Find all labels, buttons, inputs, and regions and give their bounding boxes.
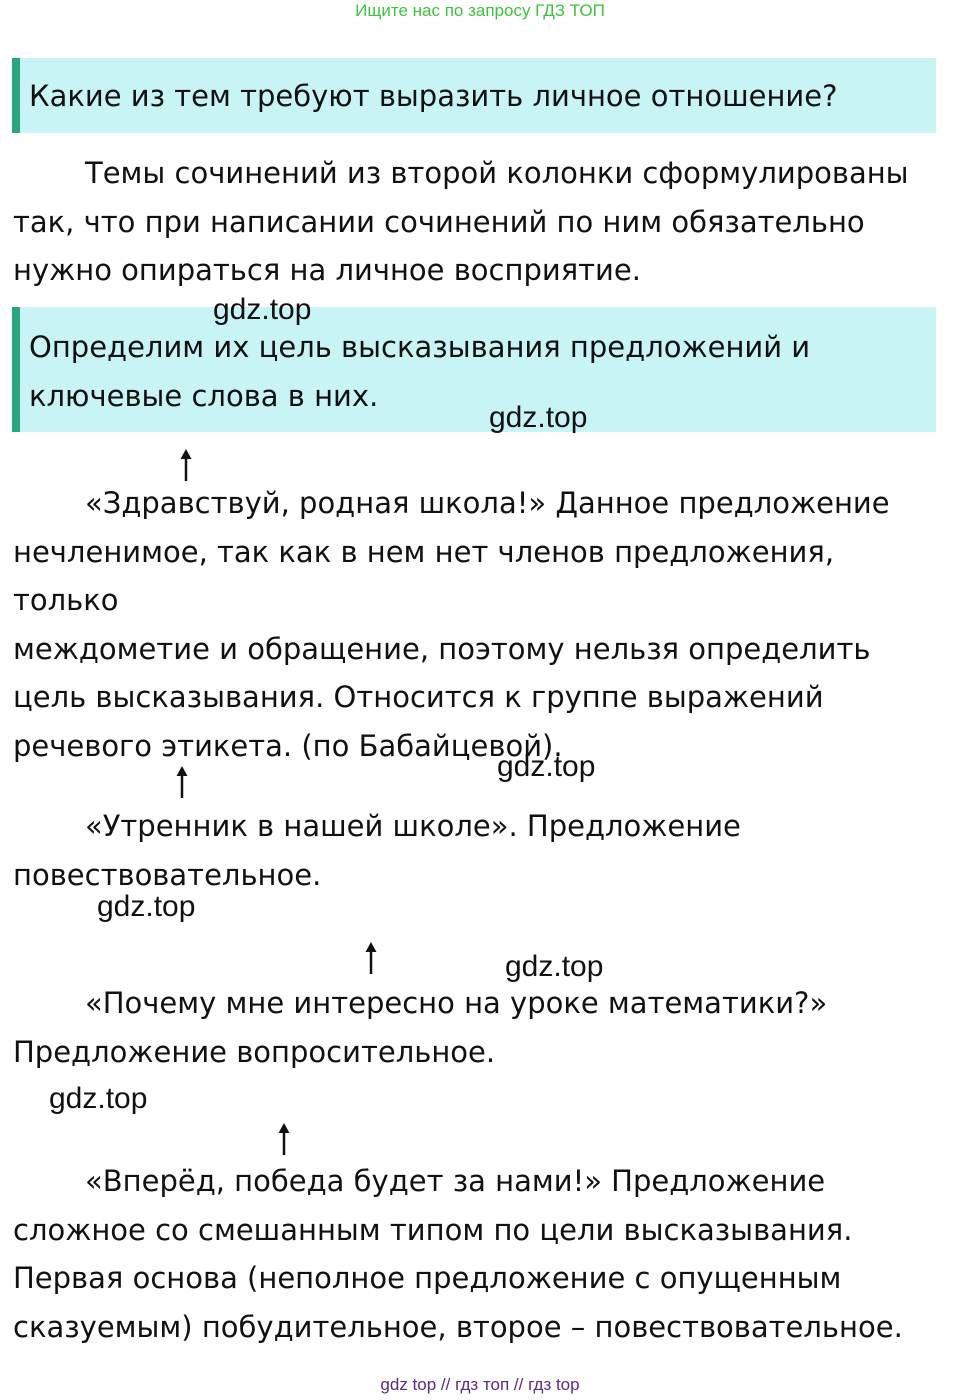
watermark: gdz.top [505,950,604,983]
paragraph-line: «Почему мне интересно на уроке математики?» [85,986,828,1020]
top-banner: Ищите нас по запросу ГДЗ ТОП [355,1,605,20]
paragraph-line: сложное со смешанным типом по цели высказывания. [13,1212,853,1247]
question-box-1 [12,58,936,133]
paragraph-line: цель высказывания. Относится к группе выражений [13,680,824,714]
arrow-up-icon [364,942,378,976]
arrow-up-icon [175,766,189,800]
paragraph-line: сказуемым) побудительное, второе – повествовательное. [13,1309,903,1344]
paragraph-line: междометие и обращение, поэтому нельзя определить [13,631,871,666]
paragraph-line: «Вперёд, победа будет за нами!» Предложение [85,1164,826,1198]
bottom-banner: gdz top // гдз топ // гдз top [380,1375,580,1394]
question-text-line: Определим их цель высказывания предложений и [29,330,811,364]
watermark: gdz.top [497,750,596,783]
question-box-2 [12,307,936,432]
answer-paragraph-3 [13,802,948,899]
paragraph-line: Первая основа (неполное предложение с опущенным [13,1261,842,1295]
paragraph-line: нечленимое, так как в нем нет членов предложения, только [13,534,835,617]
answer-paragraph-2 [13,479,948,770]
watermark: gdz.top [97,890,196,923]
answer-paragraph-5 [13,1157,948,1351]
question-text: Какие из тем требуют выразить личное отношение? [29,79,838,113]
answer-paragraph-4 [13,979,948,1076]
paragraph-line: нужно опираться на личное восприятие. [13,253,641,287]
paragraph-line: «Здравствуй, родная школа!» Данное предложение [85,486,890,520]
watermark: gdz.top [489,401,588,434]
arrow-up-icon [277,1123,291,1157]
arrow-up-icon [179,449,193,483]
paragraph-line: «Утренник в нашей школе». Предложение [85,809,741,843]
watermark: gdz.top [49,1082,148,1115]
paragraph-line: Предложение вопросительное. [13,1034,496,1069]
paragraph-line: повествовательное. [13,857,322,892]
question-text-line: ключевые слова в них. [29,379,379,413]
answer-paragraph-1 [13,149,948,295]
watermark: gdz.top [213,293,312,326]
paragraph-line: речевого этикета. (по Бабайцевой). [13,728,563,763]
paragraph-line: так, что при написании сочинений по ним обязательно [13,204,865,239]
paragraph-line: Темы сочинений из второй колонки сформулированы [85,156,909,190]
